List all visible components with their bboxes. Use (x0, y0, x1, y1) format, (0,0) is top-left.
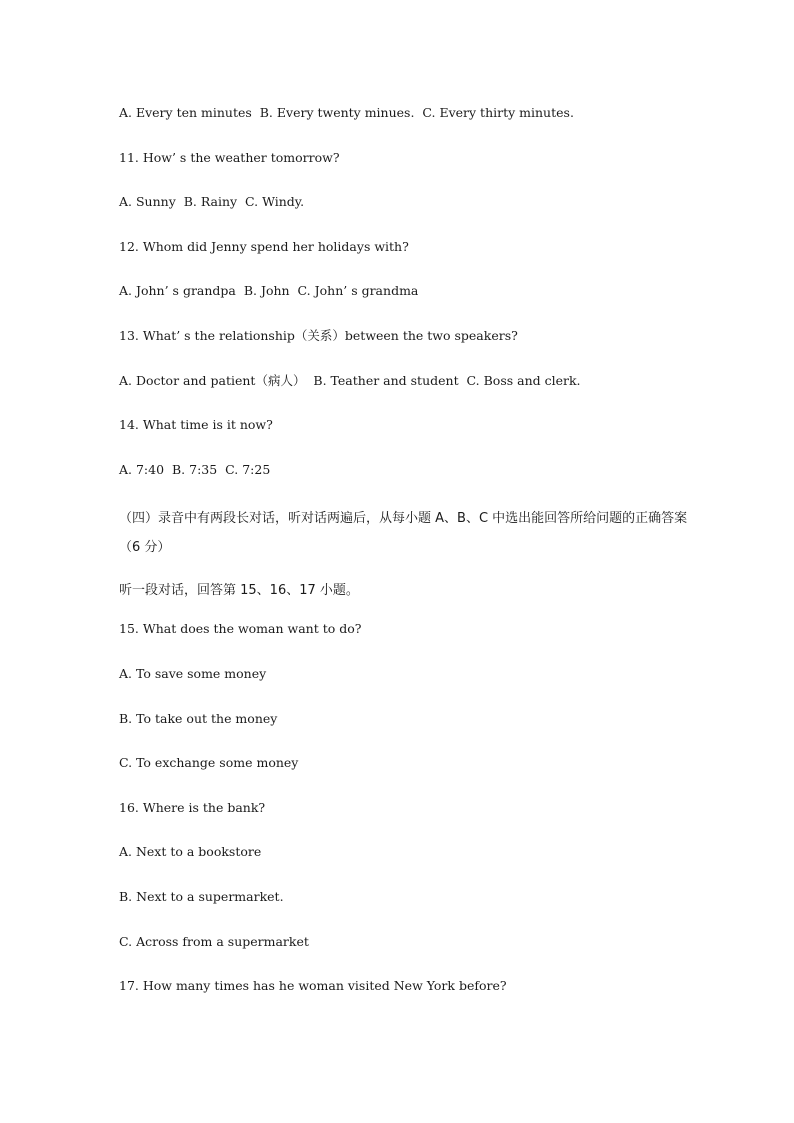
question-16-option-c: C. Across from a supermarket (119, 933, 309, 949)
question-14: 14. What time is it now? (119, 417, 273, 433)
question-11: 11. How’ s the weather tomorrow? (119, 149, 340, 165)
dialogue-instructions: 听一段对话，回答第 15、16、17 小题。 (119, 583, 359, 599)
question-13: 13. What’ s the relationship（关系）between the two speakers? (119, 327, 518, 343)
document-page (119, 103, 689, 1021)
section-4-instructions: （四）录音中有两段长对话，听对话两遍后，从每小题 A、B、C 中选出能回答所给问题的正确答案（6 分） (119, 511, 688, 556)
question-17: 17. How many times has he woman visited New York before? (119, 978, 507, 994)
question-16: 16. Where is the bank? (119, 799, 266, 815)
question-15-option-b: B. To take out the money (119, 710, 278, 726)
question-10-options: A. Every ten minutes B. Every twenty minues. C. Every thirty minutes. (119, 105, 574, 120)
question-16-option-b: B. Next to a supermarket. (119, 888, 284, 904)
question-14-options: A. 7:40 B. 7:35 C. 7:25 (119, 461, 271, 477)
question-15-option-c: C. To exchange some money (119, 755, 299, 771)
question-11-options: A. Sunny B. Rainy C. Windy. (119, 194, 305, 210)
question-15-option-a: A. To save some money (119, 665, 267, 681)
question-16-option-a: A. Next to a bookstore (119, 844, 262, 860)
question-12: 12. Whom did Jenny spend her holidays with? (119, 238, 409, 254)
question-15: 15. What does the woman want to do? (119, 621, 362, 637)
question-13-options: A. Doctor and patient（病人） B. Teather and student C. Boss and clerk. (119, 372, 581, 388)
question-12-options: A. John’ s grandpa B. John C. John’ s grandma (119, 283, 419, 299)
